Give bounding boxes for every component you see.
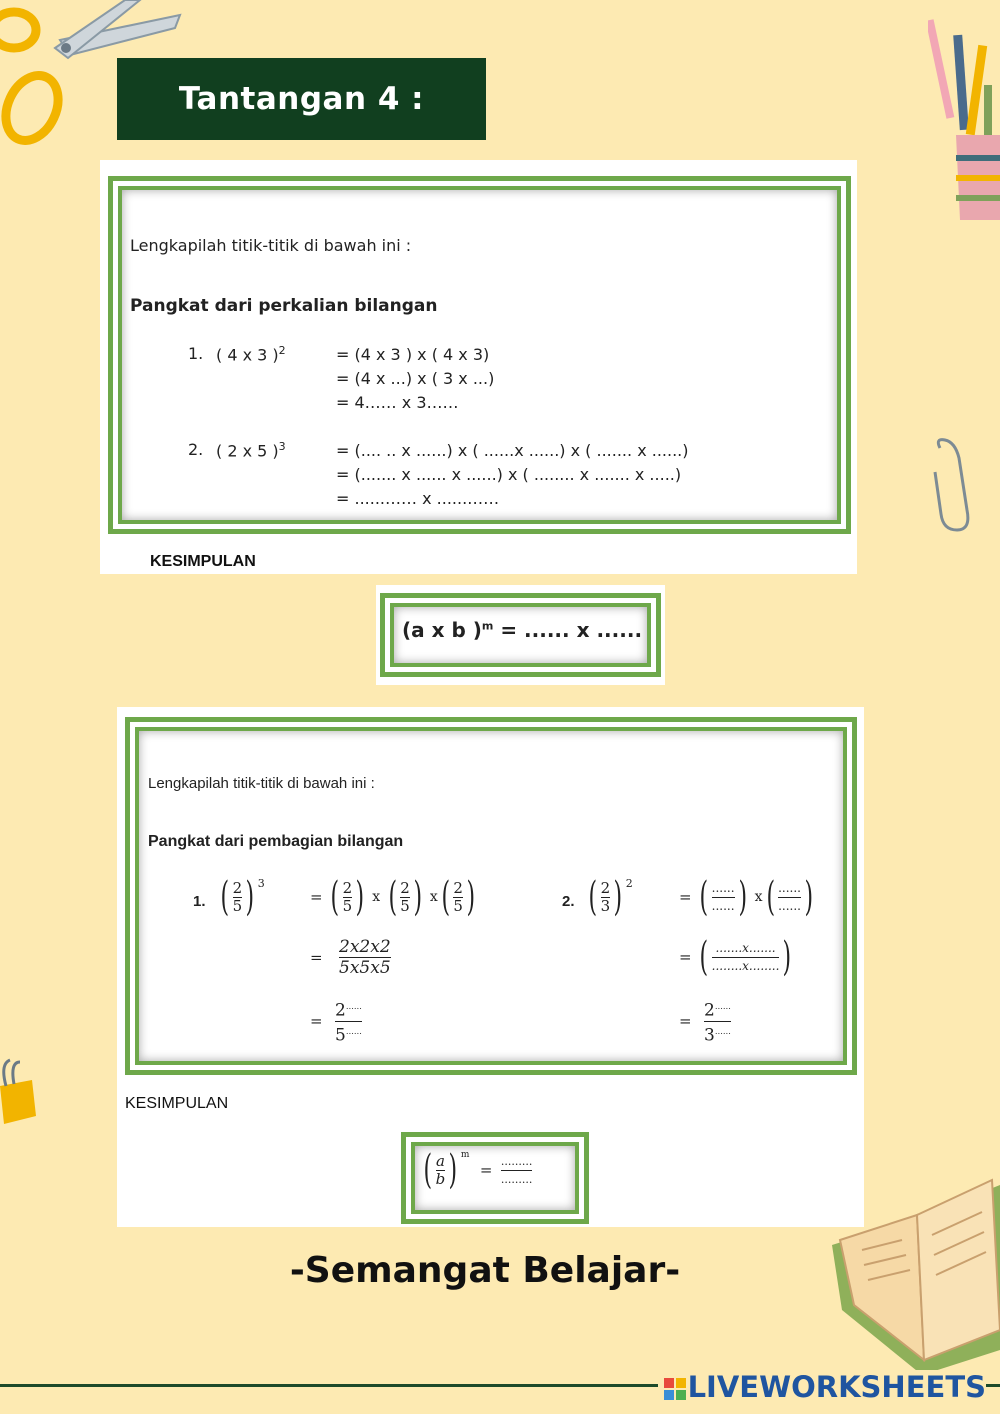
expression-base: ( 4 x 3 ) <box>216 345 279 365</box>
motto-text: -Semangat Belajar- <box>289 1250 681 1291</box>
solution-blank-line[interactable]: = (....... x ...... x ......) x ( ........ x ....... x .....) <box>336 465 682 484</box>
pencil-cup-icon <box>928 15 1000 220</box>
formula-base: (a x b ) <box>402 618 482 642</box>
formula-exponent: m <box>460 1150 470 1160</box>
problem-fraction: ( $\frac{2}{5}$ ) $^3$ <box>220 874 265 920</box>
solution-blank-line[interactable]: = (.... .. x ......) x ( ......x ......) x ( ....... x ......) <box>336 441 689 460</box>
solution-blank-line[interactable]: = (4 x ...) x ( 3 x ...) <box>336 369 495 388</box>
conclusion-label: KESIMPULAN <box>150 553 256 570</box>
fraction-exponent: 3 <box>257 877 265 890</box>
problem-expression <box>216 344 286 364</box>
brand-logo <box>658 1370 986 1404</box>
fraction-expanded-blank-line[interactable]: = ( $\frac{.......x.......}{........x........}$ ) <box>679 934 792 980</box>
conclusion-formula[interactable] <box>402 618 642 642</box>
item-number: 1. <box>188 344 204 363</box>
paper-clip-icon <box>925 438 970 533</box>
solution-blank-line[interactable]: = ......…… x ......…… <box>336 489 500 508</box>
problem-fraction: ( $\frac{2}{3}$ ) $^2$ <box>588 874 633 920</box>
fraction-result-line[interactable]: = $\frac{2^{\dots\dots}}{3^{\dots\dots}}$ <box>679 1000 731 1046</box>
fraction-result-line[interactable]: = $\frac{2^{\dots\dots}}{5^{\dots\dots}}$ <box>310 1000 362 1046</box>
multiplication-worksheet-panel <box>100 160 857 574</box>
item-number: 2. <box>188 440 204 459</box>
division-worksheet-panel <box>117 707 864 1227</box>
instruction-text: Lengkapilah titik-titik di bawah ini : <box>130 236 412 255</box>
fraction-exponent: 2 <box>625 877 633 890</box>
conclusion-panel <box>376 585 665 685</box>
page-title: Tantangan 4 : <box>117 58 486 140</box>
problem-expression <box>216 440 286 460</box>
expression-base: ( 2 x 5 ) <box>216 441 279 461</box>
fraction-product-line: = ( $\frac{2}{5}$ ) x ( $\frac{2}{5}$ ) x( $\frac{2}{5}$ ) <box>310 874 475 920</box>
solution-blank-line[interactable]: = 4…… x 3…… <box>336 393 459 412</box>
fraction: $\frac{2}{5}$ <box>232 878 243 915</box>
instruction-text: Lengkapilah titik-titik di bawah ini : <box>148 775 375 792</box>
section-heading: Pangkat dari pembagian bilangan <box>148 833 404 850</box>
solution-line: = (4 x 3 ) x ( 4 x 3) <box>336 345 490 364</box>
brand-name: LIVEWORKSHEETS <box>687 1370 986 1404</box>
expression-exponent: 3 <box>278 440 286 453</box>
item-number: 2. <box>562 893 575 910</box>
conclusion-label: KESIMPULAN <box>125 1095 229 1112</box>
conclusion-formula[interactable]: ( $\frac{a}{b}$ ) $^m$ = $\frac{.........}{.........}$ <box>423 1147 533 1193</box>
item-number: 1. <box>193 893 206 910</box>
formula-blank[interactable]: $\frac{.........}{.........}$ <box>500 1154 533 1186</box>
section-heading: Pangkat dari perkalian bilangan <box>130 296 438 316</box>
fraction-expanded-line: = $\frac{2x2x2}{5x5x5}$ <box>310 937 391 978</box>
fraction-product-blank-line[interactable]: = ( $\frac{......}{......}$ ) x( $\frac{......}{......}$ ) <box>679 874 814 920</box>
binder-clip-icon <box>0 1058 36 1128</box>
formula-blank[interactable]: = ...... x ...... <box>493 618 643 642</box>
formula-exponent: m <box>481 619 494 633</box>
fraction: $\frac{2}{3}$ <box>600 878 611 915</box>
liveworksheets-logo-icon <box>664 1378 686 1400</box>
expression-exponent: 2 <box>278 344 286 357</box>
